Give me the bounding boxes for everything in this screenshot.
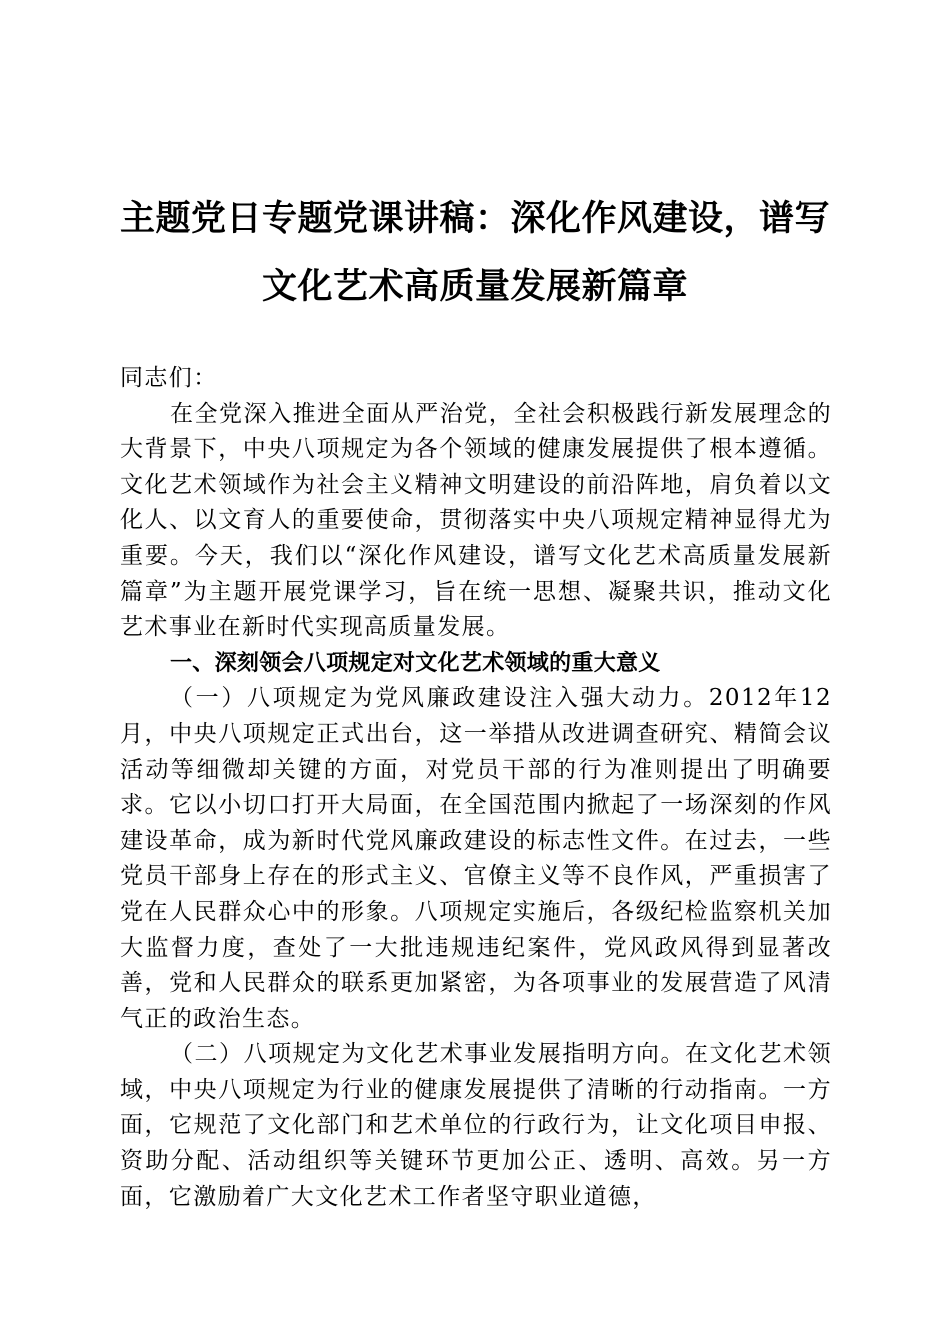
section-heading-1: 一、深刻领会八项规定对文化艺术领域的重大意义	[170, 650, 661, 676]
section-1-paragraph-2: （二）八项规定为文化艺术事业发展指明方向。在文化艺术领域，中央八项规定为行业的健康发展提供了清晰的行动指南。一方面，它规范了文化部门和艺术单位的行政行为，让文化项目申报、资助分配、活动组织等关键环节更加公正、透明、高效。另一方面，它激励着广大文化艺术工作者坚守职业道德，	[120, 1041, 832, 1210]
document-body	[120, 361, 832, 1215]
title-line-1: 主题党日专题党课讲稿：深化作风建设，谱写	[119, 199, 830, 239]
intro-paragraph: 在全党深入推进全面从严治党，全社会积极践行新发展理念的大背景下，中央八项规定为各个领域的健康发展提供了根本遵循。文化艺术领域作为社会主义精神文明建设的前沿阵地，肩负着以文化人、以文育人的重要使命，贯彻落实中央八项规定精神显得尤为重要。今天，我们以“深化作风建设，谱写文化艺术高质量发展新篇章”为主题开展党课学习，旨在统一思想、凝聚共识，推动文化艺术事业在新时代实现高质量发展。	[120, 400, 832, 641]
salutation: 同志们：	[120, 365, 218, 391]
title-line-2: 文化艺术高质量发展新篇章	[261, 267, 688, 307]
section-1-paragraph-1: （一）八项规定为党风廉政建设注入强大动力。2012年12月，中央八项规定正式出台，这一举措从改进调查研究、精简会议活动等细微却关键的方面，对党员干部的行为准则提出了明确要求。它以小切口打开大局面，在全国范围内掀起了一场深刻的作风建设革命，成为新时代党风廉政建设的标志性文件。在过去，一些党员干部身上存在的形式主义、官僚主义等不良作风，严重损害了党在人民群众心中的形象。八项规定实施后，各级纪检监察机关加大监督力度，查处了一大批违规违纪案件，党风政风得到显著改善，党和人民群众的联系更加紧密，为各项事业的发展营造了风清气正的政治生态。	[120, 685, 832, 1032]
document-title	[112, 185, 838, 321]
